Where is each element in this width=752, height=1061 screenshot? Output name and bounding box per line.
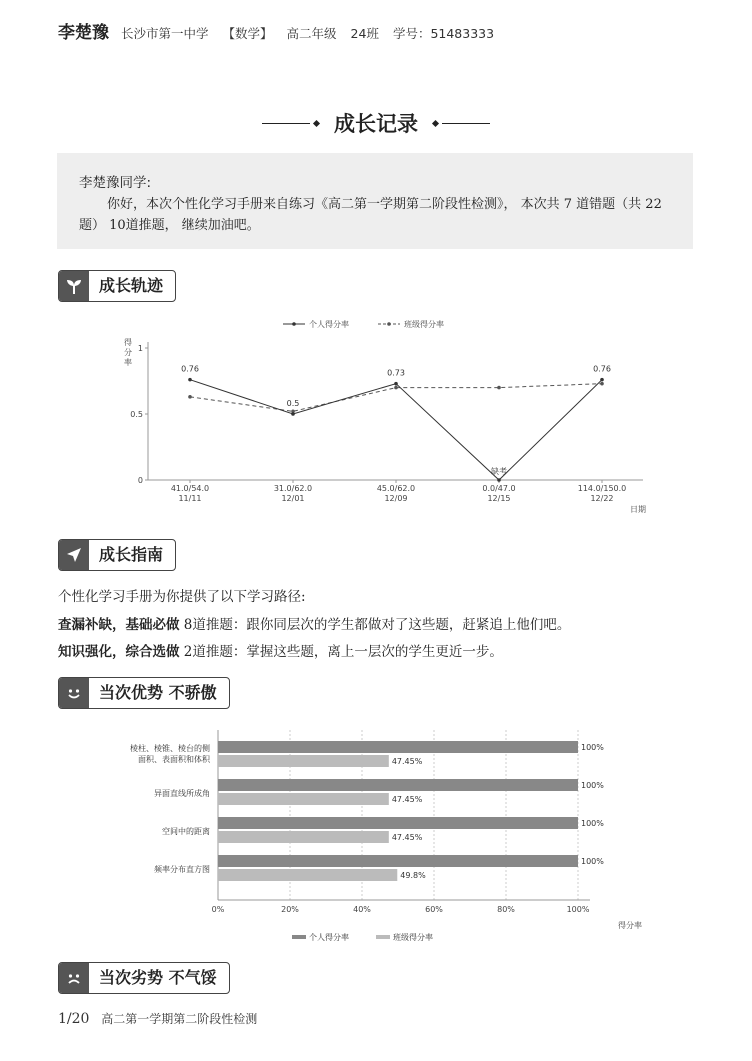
intro-body: 你好，本次个性化学习手册来自练习《高二第一学期第二阶段性检测》， 本次共 7 道错题（共 22 题） 10道推题， 继续加油吧。 bbox=[79, 197, 662, 233]
x-tick-label: 60% bbox=[425, 905, 443, 914]
x-tick-score: 45.0/62.0 bbox=[376, 484, 416, 493]
personal-series-point bbox=[497, 478, 501, 482]
class-bar bbox=[218, 831, 389, 843]
student-id: 学号：51483333 bbox=[392, 26, 495, 41]
guide-basic-text: 8道推题：跟你同层次的学生都做对了这些题，赶紧追上他们吧。 bbox=[179, 617, 571, 633]
x-axis-label: 得分率 bbox=[618, 921, 642, 930]
title-right-rule bbox=[442, 123, 490, 124]
personal-bar-label: 100% bbox=[581, 781, 604, 790]
class-series-point bbox=[188, 395, 192, 399]
class-bar-label: 47.45% bbox=[391, 833, 423, 842]
guide-line-advanced bbox=[58, 640, 503, 660]
student-name: 李楚豫 bbox=[58, 23, 109, 43]
legend-class-swatch bbox=[376, 935, 390, 939]
personal-bar bbox=[218, 817, 578, 829]
personal-series-point bbox=[188, 378, 192, 382]
section-title: 当次劣势 不气馁 bbox=[99, 968, 217, 987]
sprout-icon bbox=[59, 271, 89, 301]
y-axis-label-char: 分 bbox=[124, 348, 132, 357]
legend-personal-marker bbox=[292, 322, 296, 326]
x-tick-score: 114.0/150.0 bbox=[577, 484, 627, 493]
footer-exam-name: 高二第一学期第二阶段性检测 bbox=[101, 1012, 258, 1026]
sad-face-icon bbox=[59, 963, 89, 993]
personal-series-point bbox=[291, 412, 295, 416]
personal-series-line bbox=[190, 380, 602, 480]
personal-bar bbox=[218, 741, 578, 753]
strength-bar-chart bbox=[100, 728, 680, 948]
section-title: 成长轨迹 bbox=[99, 276, 164, 295]
class-series-point bbox=[394, 386, 398, 390]
class-bar bbox=[218, 755, 389, 767]
x-tick-date: 12/09 bbox=[384, 494, 408, 503]
class-name: 24班 bbox=[350, 26, 379, 41]
x-tick-score: 31.0/62.0 bbox=[273, 484, 313, 493]
x-tick-date: 11/11 bbox=[178, 494, 202, 503]
section-title: 成长指南 bbox=[99, 545, 164, 564]
personal-series-point bbox=[394, 382, 398, 386]
guide-advanced-title: 知识强化，综合选做 bbox=[58, 644, 180, 660]
class-bar-label: 47.45% bbox=[391, 795, 423, 804]
class-series-point bbox=[497, 386, 501, 390]
y-tick-label: 0.5 bbox=[130, 410, 143, 419]
personal-bar bbox=[218, 855, 578, 867]
guide-advanced-text: 2道推题：掌握这些题，离上一层次的学生更近一步。 bbox=[179, 644, 503, 660]
section-strength bbox=[58, 677, 230, 709]
intro-greeting: 李楚豫同学: bbox=[79, 175, 152, 191]
title-right-dot bbox=[432, 119, 439, 126]
page-header bbox=[58, 18, 508, 44]
x-tick-label: 0% bbox=[211, 905, 225, 914]
section-title: 当次优势 不骄傲 bbox=[99, 683, 217, 702]
legend-class-marker bbox=[387, 322, 391, 326]
page-number: 1/20 bbox=[58, 1011, 90, 1027]
x-tick-label: 20% bbox=[281, 905, 299, 914]
page-title: 成长记录 bbox=[334, 112, 418, 136]
legend-class-label: 班级得分率 bbox=[393, 933, 433, 942]
personal-series-point bbox=[600, 378, 604, 382]
y-axis-label-char: 率 bbox=[124, 358, 132, 367]
x-tick-label: 40% bbox=[353, 905, 371, 914]
page-footer bbox=[58, 1010, 257, 1027]
intro-box bbox=[57, 153, 693, 249]
category-label: 异面直线所成角 bbox=[154, 789, 210, 798]
y-axis-label-char: 得 bbox=[124, 338, 132, 347]
category-label: 面积、表面积和体积 bbox=[138, 755, 210, 764]
x-tick-label: 100% bbox=[566, 905, 590, 914]
class-bar bbox=[218, 869, 397, 881]
growth-line-chart bbox=[100, 312, 680, 522]
x-tick-date: 12/01 bbox=[281, 494, 305, 503]
section-weakness bbox=[58, 962, 230, 994]
legend-class-label: 班级得分率 bbox=[404, 320, 444, 329]
category-label: 空间中的距离 bbox=[162, 827, 210, 836]
x-tick-date: 12/15 bbox=[487, 494, 511, 503]
guide-intro: 个性化学习手册为你提供了以下学习路径: bbox=[58, 589, 306, 605]
y-tick-label: 1 bbox=[137, 344, 143, 353]
guide-basic-title: 查漏补缺，基础必做 bbox=[58, 617, 180, 633]
class-bar bbox=[218, 793, 389, 805]
section-growth-track bbox=[58, 270, 176, 302]
title-left-dot bbox=[313, 119, 320, 126]
legend-personal-label: 个人得分率 bbox=[309, 320, 349, 329]
class-bar-label: 49.8% bbox=[400, 871, 426, 880]
personal-data-label: 0.73 bbox=[387, 368, 405, 378]
legend-personal-swatch bbox=[292, 935, 306, 939]
legend-personal-label: 个人得分率 bbox=[309, 933, 349, 942]
personal-bar bbox=[218, 779, 578, 791]
personal-bar-label: 100% bbox=[581, 743, 604, 752]
x-axis-label: 日期 bbox=[630, 505, 646, 514]
x-tick-score: 0.0/47.0 bbox=[482, 484, 516, 493]
subject: 【数学】 bbox=[222, 26, 273, 41]
personal-data-label: 缺考 bbox=[491, 467, 507, 476]
grade: 高二年级 bbox=[286, 26, 337, 41]
personal-data-label: 0.76 bbox=[181, 364, 199, 374]
smile-face-icon bbox=[59, 678, 89, 708]
personal-data-label: 0.76 bbox=[593, 364, 611, 374]
guide-line-basic bbox=[58, 613, 570, 633]
navigation-arrow-icon bbox=[59, 540, 89, 570]
x-tick-date: 12/22 bbox=[590, 494, 614, 503]
page-title-row bbox=[0, 108, 752, 138]
school-name: 长沙市第一中学 bbox=[121, 26, 209, 41]
y-tick-label: 0 bbox=[137, 476, 143, 485]
personal-bar-label: 100% bbox=[581, 819, 604, 828]
section-growth-guide bbox=[58, 539, 176, 571]
class-series-point bbox=[600, 382, 604, 386]
x-tick-score: 41.0/54.0 bbox=[170, 484, 210, 493]
category-label: 棱柱、棱锥、棱台的侧 bbox=[130, 744, 210, 753]
title-left-rule bbox=[262, 123, 310, 124]
personal-data-label: 0.5 bbox=[286, 399, 300, 408]
x-tick-label: 80% bbox=[497, 905, 515, 914]
class-bar-label: 47.45% bbox=[391, 757, 423, 766]
personal-bar-label: 100% bbox=[581, 857, 604, 866]
category-label: 频率分布直方图 bbox=[154, 865, 210, 874]
